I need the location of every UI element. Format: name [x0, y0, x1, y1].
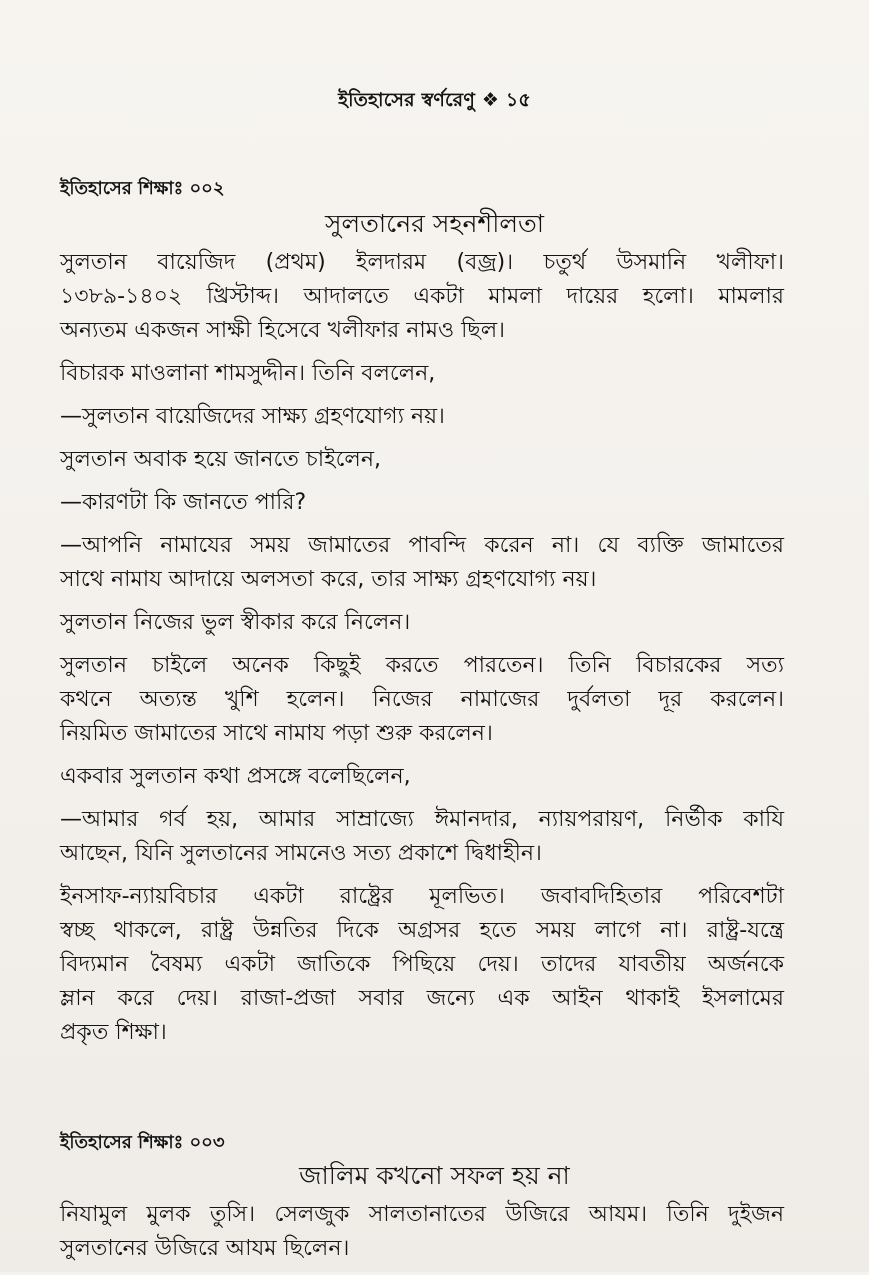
text-line: ১৩৮৯-১৪০২ খ্রিস্টাব্দ। আদালতে একটা মামলা দায়ের হলো। মামলার [60, 284, 784, 309]
text-line: —আমার গর্ব হয়, আমার সাম্রাজ্যে ঈমানদার, ন্যায়পরায়ণ, নির্ভীক কাযি [60, 807, 784, 832]
paragraph [60, 606, 784, 640]
text-line: একবার সুলতান কথা প্রসঙ্গে বলেছিলেন, [60, 764, 411, 789]
paragraph [60, 486, 784, 520]
lesson-label: ইতিহাসের শিক্ষাঃ ০০৩ [60, 1132, 225, 1153]
text-line: আছেন, যিনি সুলতানের সামনেও সত্য প্রকাশে দ্বিধাহীন। [60, 841, 542, 866]
text-line: নিযামুল মুলক তুসি। সেলজুক সালতানাতের উজিরে আযম। তিনি দুইজন [60, 1202, 784, 1227]
text-line: সুলতান অবাক হয়ে জানতে চাইলেন, [60, 447, 381, 472]
text-line: স্বচ্ছ থাকলে, রাষ্ট্র উন্নতির দিকে অগ্রসর হতে সময় লাগে না। রাষ্ট্র-যন্ত্রে [60, 918, 784, 943]
story-title: সুলতানের সহনশীলতা [325, 209, 544, 238]
text-line: সুলতানের উজিরে আযম ছিলেন। [60, 1236, 350, 1261]
text-line: ইনসাফ-ন্যায়বিচার একটা রাষ্ট্রের মূলভিত। জবাবদিহিতার পরিবেশটা [60, 884, 784, 909]
show-through-texture: ⠀ [120, 128, 135, 152]
lesson-label: ইতিহাসের শিক্ষাঃ ০০২ [60, 178, 225, 199]
paragraph [60, 357, 784, 391]
running-head: ইতিহাসের স্বর্ণরেণু ❖ ১৫ [338, 89, 531, 111]
paragraph [60, 649, 784, 751]
paragraph [60, 246, 784, 348]
text-line: সুলতান বায়েজিদ (প্রথম) ইলদারম (বজ্র)। চতুর্থ উসমানি খলীফা। [60, 250, 784, 275]
text-line: কথনে অত্যন্ত খুশি হলেন। নিজের নামাজের দুর্বলতা দূর করলেন। [60, 687, 784, 712]
text-line: প্রকৃত শিক্ষা। [60, 1020, 167, 1045]
story-body [60, 246, 784, 1059]
text-line: —সুলতান বায়েজিদের সাক্ষ্য গ্রহণযোগ্য নয়। [60, 404, 445, 429]
paragraph [60, 443, 784, 477]
text-line: বিচারক মাওলানা শামসুদ্দীন। তিনি বললেন, [60, 361, 436, 386]
text-line: —আপনি নামাযের সময় জামাতের পাবন্দি করেন না। যে ব্যক্তি জামাতের [60, 533, 784, 558]
paragraph [60, 400, 784, 434]
text-line: অন্যতম একজন সাক্ষী হিসেবে খলীফার নামও ছিল। [60, 318, 506, 343]
story-body [60, 1198, 784, 1275]
text-line: নিয়মিত জামাতের সাথে নামায পড়া শুরু করলেন। [60, 721, 493, 746]
text-line: সুলতান চাইলে অনেক কিছুই করতে পারতেন। তিনি বিচারকের সত্য [60, 653, 784, 678]
text-line: বিদ্যমান বৈষম্য একটা জাতিকে পিছিয়ে দেয়। তাদের যাবতীয় অর্জনকে [60, 952, 784, 977]
paragraph [60, 529, 784, 597]
text-line: সাথে নামায আদায়ে অলসতা করে, তার সাক্ষ্য গ্রহণযোগ্য নয়। [60, 567, 597, 592]
text-line: সুলতান নিজের ভুল স্বীকার করে নিলেন। [60, 610, 411, 635]
paragraph [60, 760, 784, 794]
text-line: ম্লান করে দেয়। রাজা-প্রজা সবার জন্যে এক আইন থাকাই ইসলামের [60, 986, 784, 1011]
paragraph [60, 1198, 784, 1266]
text-line: —কারণটা কি জানতে পারি? [60, 490, 307, 515]
paragraph [60, 880, 784, 1050]
paragraph [60, 803, 784, 871]
story-title: জালিম কখনো সফল হয় না [299, 1161, 570, 1190]
